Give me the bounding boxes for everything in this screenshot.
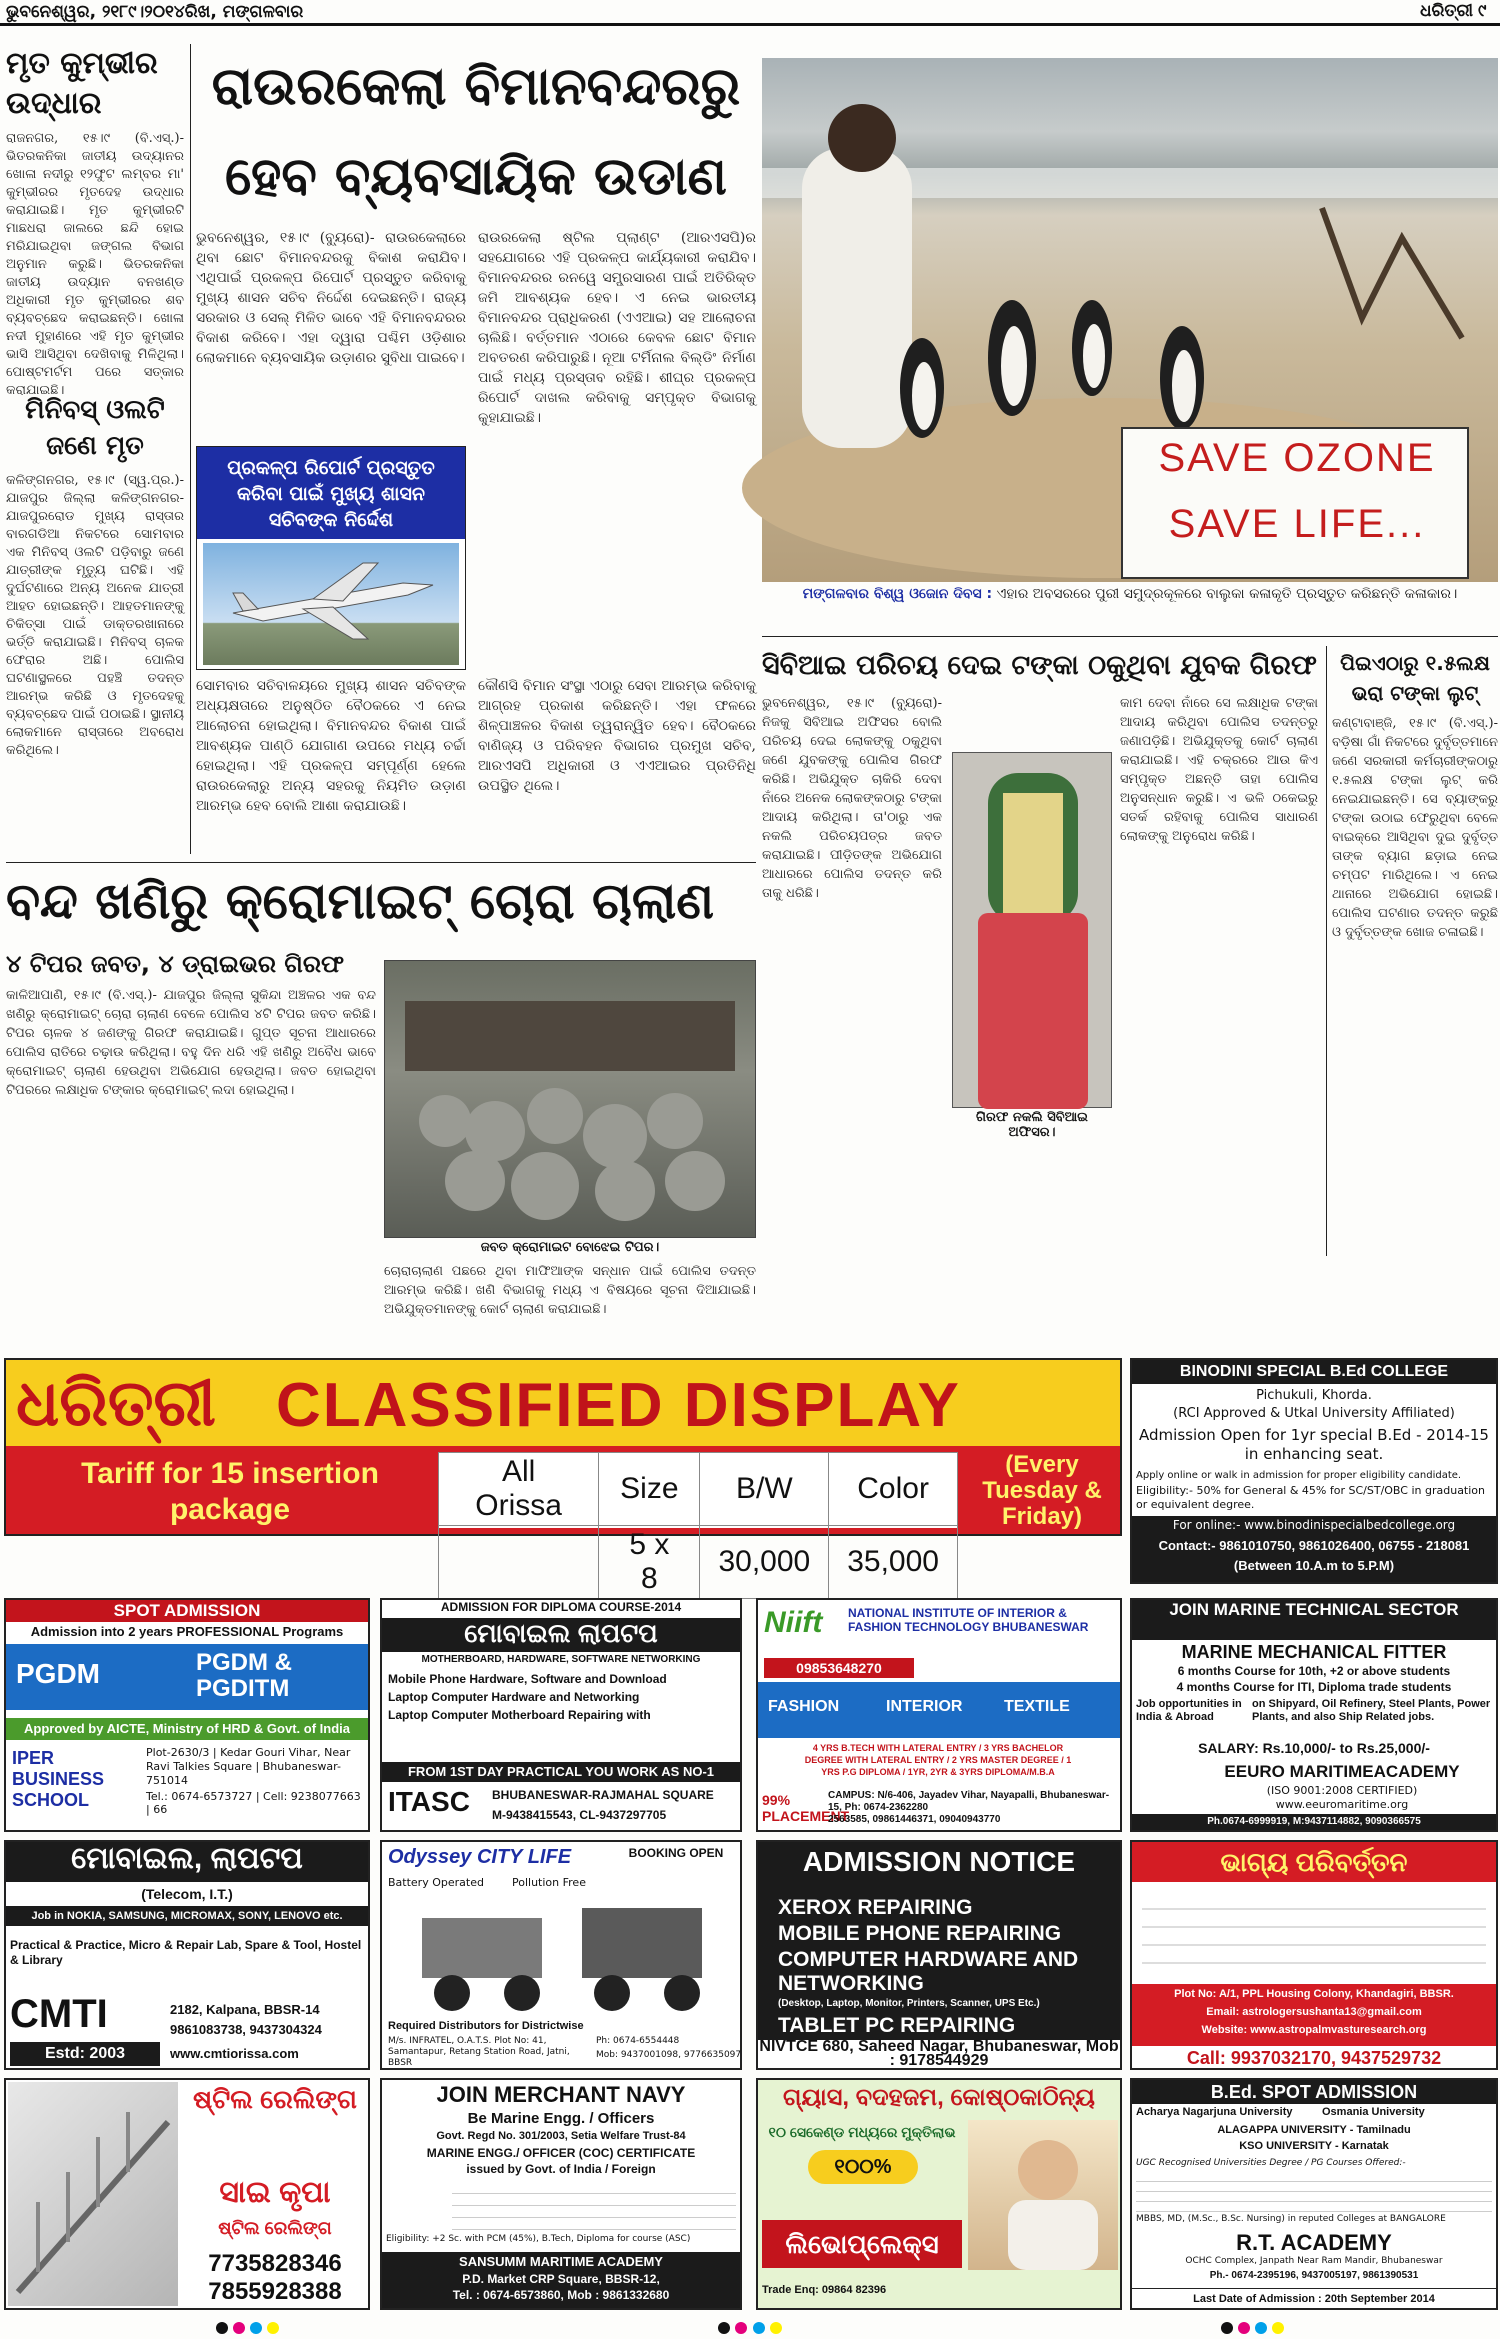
classified-title: CLASSIFIED DISPLAY (276, 1371, 961, 1440)
ad-line: 6 months Course for 10th, +2 or above students (1177, 1664, 1451, 1678)
ad-line: Call: 9937032170, 9437529732 (1186, 2048, 1442, 2068)
ad-line: Required Distributors for Districtwise (388, 2020, 584, 2032)
page-number: ୯ (1478, 1, 1487, 21)
story-chromite-body-left: କାଳିଆପାଣି, ୧୫।୯ (ବି.ଏସ୍.)- ଯାଜପୁର ଜିଲ୍ଲା ସୁକିନ୍ଦା ଅଞ୍ଚଳର ଏକ ବନ୍ଦ ଖଣିରୁ କ୍ରୋମାଇଟ୍ ଚୋରା ଚାଲାଣ ବେଳେ ପୋଲିସ ୪ଟି ଟିପର ଜବତ କରିଛି। ଟିପର ଚାଳକ ୪ ଜଣଙ୍କୁ ଗିରଫ କରାଯାଇଛି। ଗୁପ୍ତ ସୂଚନା ଆଧାରରେ ପୋଲିସ ରାତିରେ ଚଢ଼ାଉ କରିଥିଲା। ବହୁ ଦିନ ଧରି ଏହି ଖଣିରୁ ଅବୈଧ ଭାବେ କ୍ରୋମାଇଟ୍ ଚାଲାଣ ହେଉଥିବା ଅଭିଯୋଗ ହେଉଥିଲା। ଜବତ ହୋଇଥିବା ଟିପରରେ ଲକ୍ଷାଧିକ ଟଙ୍କାର କ୍ରୋମାଇଟ୍ ଲଦା ହୋଇଥିଲା। (6, 988, 376, 1098)
ad-line: www.cmtiorissa.com (170, 2046, 299, 2061)
ad-title: SPOT ADMISSION (6, 1600, 368, 1622)
airplane-icon (203, 543, 459, 665)
ad-program-box (6, 1644, 368, 1710)
ad-title: ଭାଗ୍ୟ ପରିବର୍ତ୍ତନ (1132, 1842, 1496, 1882)
person-figure (802, 104, 912, 448)
ad-title: ADMISSION FOR DIPLOMA COURSE-2014 (440, 1600, 682, 1614)
tariff-box (6, 1446, 1120, 1595)
ad-line: MOBILE PHONE REPAIRING (778, 1922, 1062, 1945)
section-divider (6, 862, 756, 863)
story-chromite-subhead: ୪ ଟିପର ଜବତ, ୪ ଡ୍ରାଇଭର ଗିରଫ (6, 950, 345, 978)
ad-line: Ph.0674-6999919, M:9437114882, 9090366575 (1132, 1814, 1496, 1830)
ad-line: ୧୦ ସେକେଣ୍ଡ ମଧ୍ୟରେ ମୁକ୍ତିଲାଭ (768, 2124, 956, 2140)
ad-line: Plot-2630/3 | Kedar Gouri Vihar, Near Ravi Talkies Square | Bhubaneswar-751014 (146, 1746, 351, 1787)
ad-line: Be Marine Engg. / Officers (467, 2110, 655, 2127)
ad-merchant-navy[interactable] (380, 2078, 742, 2310)
ad-line: Battery Operated (388, 1876, 484, 1889)
tariff-header-region: All Orissa (439, 1453, 599, 1526)
story-headline: ମିନିବସ୍ ଓଲଟି ଜଣେ ମୃତ (25, 395, 165, 461)
ad-line: 09853648270 (764, 1658, 914, 1678)
story-headline: ମୃତ କୁମ୍ଭୀର ଉଦ୍ଧାର (6, 46, 158, 121)
airport-callout-box (196, 446, 466, 670)
ad-line: Eligibility:- 50% for General & 45% for SC/ST/OBC in graduation or equivalent degree. (1136, 1484, 1486, 1511)
ad-line: TABLET PC REPAIRING (778, 2014, 1016, 2037)
ad-line: 2182, Kalpana, BBSR-14 (170, 2002, 320, 2017)
ad-line: BHUBANESWAR-RAJMAHAL SQUARE (492, 1788, 714, 1802)
ad-line: NIVTCE 680, Saheed Nagar, Bhubaneswar, Mob : 9178544929 (759, 2038, 1119, 2069)
ad-title: JOIN MARINE TECHNICAL SECTOR (1132, 1600, 1496, 1640)
story-airport-body-mid: ରାଉରକେଲା ଷ୍ଟିଲ ପ୍ଲାଣ୍ଟ (ଆରଏସପି)ର ସହଯୋଗରେ ଏହି ପ୍ରକଳ୍ପ କାର୍ଯ୍ୟକାରୀ କରାଯିବ। ବିମାନବନ୍ଦରର ରନୱେ ସମ୍ପ୍ରସାରଣ ପାଇଁ ଅତିରିକ୍ତ ଜମି ଆବଶ୍ୟକ ହେବ। ଏ ନେଇ ଭାରତୀୟ ବିମାନବନ୍ଦର ପ୍ରାଧିକରଣ (ଏଏଆଇ) ସହ ଆଲୋଚନା ଚାଲିଛି। ବର୍ତ୍ତମାନ ଏଠାରେ କେବଳ ଛୋଟ ବିମାନ ଅବତରଣ କରିପାରୁଛି। ନୂଆ ଟର୍ମିନାଲ ବିଲ୍ଡିଂ ନିର୍ମାଣ ପାଇଁ ମଧ୍ୟ ପ୍ରସ୍ତାବ ରହିଛି। ଶୀଘ୍ର ପ୍ରକଳ୍ପ ରିପୋର୍ଟ ଦାଖଲ କରିବାକୁ ସମ୍ପୃକ୍ତ ବିଭାଗକୁ କୁହାଯାଇଛି। (478, 230, 756, 426)
registration-mark (718, 2319, 781, 2338)
ad-line: MARINE ENGG./ OFFICER (COC) CERTIFICATE (426, 2146, 696, 2160)
ad-line: ୧୦୦% (808, 2150, 918, 2184)
stair-railing-icon (8, 2082, 178, 2306)
classified-logo: ଧରିତ୍ରୀ (16, 1366, 216, 1441)
ad-line: (RCI Approved & Utkal University Affiliated) (1173, 1406, 1455, 1421)
ad-line: FASHION (768, 1698, 840, 1715)
ad-line: Admission into 2 years PROFESSIONAL Programs (30, 1624, 344, 1639)
ad-line: CAMPUS: N/6-406, Jayadev Vihar, Nayapalli, Bhubaneswar-15, Ph: 0674-2362280 (828, 1790, 1110, 1813)
story-airport-body-left: ଭୁବନେଶ୍ୱର, ୧୫।୯ (ବ୍ୟୁରୋ)- ରାଉରକେଲାରେ ଥିବା ଛୋଟ ବିମାନବନ୍ଦରକୁ ବିକାଶ କରାଯିବ। ଏଥିପାଇଁ ପ୍ରକଳ୍ପ ରିପୋର୍ଟ ପ୍ରସ୍ତୁତ କରିବାକୁ ମୁଖ୍ୟ ଶାସନ ସଚିବ ନିର୍ଦ୍ଦେଶ ଦେଇଛନ୍ତି। ରାଜ୍ୟ ସରକାର ଓ ସେଲ୍ ମିଳିତ ଭାବେ ଏହି ବିମାନବନ୍ଦରର ବିକାଶ କରିବେ। ଏହା ଦ୍ୱାରା ପଶ୍ଚିମ ଓଡ଼ିଶାର ଲୋକମାନେ ବ୍ୟବସାୟିକ ଉଡ଼ାଣର ସୁବିଧା ପାଇବେ। (196, 230, 466, 366)
ad-marine[interactable] (1130, 1598, 1498, 1832)
ad-line: 99% PLACEMENT (762, 1792, 850, 1824)
story-chromite-body-bottom: ଚୋରାଚାଲାଣ ପଛରେ ଥିବା ମାଫିଆଙ୍କ ସନ୍ଧାନ ପାଇଁ ପୋଲିସ ତଦନ୍ତ ଆରମ୍ଭ କରିଛି। ଖଣି ବିଭାଗକୁ ମଧ୍ୟ ଏ ବିଷୟରେ ସୂଚନା ଦିଆଯାଇଛି। ଅଭିଯୁକ୍ତମାନଙ୍କୁ କୋର୍ଟ ଚାଲାଣ କରାଯାଇଛି। (384, 1264, 756, 1317)
dateline: ଭୁବନେଶ୍ୱର, ୨୧୮୯।୨୦୧୪ରିଖ, ମଙ୍ଗଳବାର (6, 2, 304, 22)
tariff-table (438, 1452, 958, 1595)
ad-line: (ISO 9001:2008 CERTIFIED) (1266, 1784, 1418, 1797)
railing-photo (8, 2082, 178, 2306)
ad-cmti[interactable] (4, 1840, 370, 2070)
section-divider (762, 636, 1498, 637)
ad-steel-railing[interactable] (4, 2078, 370, 2310)
tariff-schedule: (Every Tuesday & Friday) (982, 1451, 1102, 1530)
ad-line: INTERIOR (886, 1698, 963, 1715)
caption-label: ମଙ୍ଗଳବାର ବିଶ୍ୱ ଓଜୋନ ଦିବସ : (802, 586, 993, 602)
ad-line: BOOKING OPEN (628, 1846, 724, 1860)
ad-line: 7735828346 (208, 2250, 342, 2277)
tariff-label: Tariff for 15 insertion package (81, 1457, 379, 1526)
ad-line: www.eeuromaritime.org (1275, 1798, 1409, 1811)
story-body: ରାଜନଗର, ୧୫।୯ (ବି.ଏସ୍.)- ଭିତରକନିକା ଜାତୀୟ ଉଦ୍ୟାନର ଖୋଳା ନଦୀରୁ ୧୨ଫୁଟ ଲମ୍ବର ମା' କୁମ୍ଭୀରର ମୃତଦେହ ଉଦ୍ଧାର କରାଯାଇଛି। ମୃତ କୁମ୍ଭୀରଟି ମାଛଧରା ଜାଲରେ ଛନ୍ଦି ହୋଇ ମରିଯାଇଥିବା ଜଙ୍ଗଲ ବିଭାଗ ଅନୁମାନ କରୁଛି। ଭିତରକନିକା ଜାତୀୟ ଉଦ୍ୟାନ ବନଖଣ୍ଡ ଅଧିକାରୀ ମୃତ କୁମ୍ଭୀରର ଶବ ବ୍ୟବଚ୍ଛେଦ କରାଇଛନ୍ତି। ଖୋଳା ନଦୀ ମୁହାଣରେ ଏହି ମୃତ କୁମ୍ଭୀର ଭାସି ଆସିଥିବା ଦେଖିବାକୁ ମିଳିଥିଲା। ପୋଷ୍ଟମର୍ଟମ ପରେ ସତ୍କାର କରାଯାଇଛି। (6, 131, 184, 398)
airplane-photo (203, 543, 459, 665)
ad-line: ଷ୍ଟିଲ ରେଲିଙ୍ଗ (218, 2218, 332, 2238)
ad-title: ଗ୍ୟାସ, ବଦହଜମ, କୋଷ୍ଠକାଠିନ୍ୟ (783, 2084, 1095, 2111)
story-chromite-headline: ବନ୍ଦ ଖଣିରୁ କ୍ରୋମାଇଟ୍ ଚୋରା ଚାଲାଣ (6, 872, 715, 930)
print-registration-bar (0, 2318, 1500, 2338)
ad-line: R.T. ACADEMY (1236, 2230, 1392, 2255)
ad-contact-box (1132, 1984, 1496, 2046)
ad-binodini[interactable] (1130, 1358, 1498, 1584)
header-bar (0, 0, 1500, 26)
ad-bottom-box (1132, 1516, 1496, 1582)
ad-title: BINODINI SPECIAL B.Ed COLLEGE (1132, 1360, 1496, 1384)
ad-footer-box (382, 2252, 740, 2308)
story-airport-headline-2: ହେବ ବ୍ୟବସାୟିକ ଉଡାଣ (225, 147, 727, 207)
story-loot-headline: ପିଇଏଠାରୁ ୧.୫ଲକ୍ଷ ଭରା ଟଙ୍କା ଲୁଟ୍ (1340, 651, 1490, 705)
ad-line: ଲିଭୋପ୍ଲେକ୍ସ (762, 2220, 962, 2268)
ad-line: M/s. INFRATEL, O.A.T.S. Plot No: 41, Samantapur, Retang Station Road, Jatni, BBSR (388, 2036, 570, 2068)
ad-line: PGDM & PGDITM (196, 1649, 292, 1702)
ad-line: ସାଇ କୃପା (219, 2176, 331, 2209)
ad-line: Trade Enq: 09864 82396 (762, 2284, 887, 2296)
chromite-photo (384, 960, 756, 1238)
registration-mark (216, 2319, 279, 2338)
ad-title: ମୋବାଇଲ, ଲାପଟପ (6, 1842, 368, 1882)
registration-mark (1221, 2319, 1284, 2338)
ad-line: Practical & Practice, Micro & Repair Lab, Spare & Tool, Hostel & Library (10, 1938, 362, 1967)
ad-line: Govt. Regd No. 301/2003, Setia Welfare Trust-84 (436, 2130, 686, 2142)
ad-nivtce[interactable] (756, 1840, 1122, 2070)
tariff-cell-bw: 30,000 (700, 1526, 829, 1599)
ad-line: Osmania University (1322, 2106, 1425, 2118)
tariff-header-size: Size (599, 1453, 700, 1526)
callout-banner (197, 447, 465, 539)
ad-line: TEXTILE (1004, 1698, 1070, 1715)
ad-bed-admission[interactable] (1130, 2078, 1498, 2310)
person-photo (968, 2120, 1118, 2270)
callout-text: ପ୍ରକଳ୍ପ ରିପୋର୍ଟ ପ୍ରସ୍ତୁତ କରିବା ପାଇଁ ମୁଖ୍ୟ ଶାସନ ସଚିବଙ୍କ ନିର୍ଦ୍ଦେଶ (227, 457, 435, 531)
column-divider (1326, 646, 1327, 1256)
story-airport-body-bottom-left: ସୋମବାର ସଚିବାଳୟରେ ମୁଖ୍ୟ ଶାସନ ସଚିବଙ୍କ ଅଧ୍ୟକ୍ଷତାରେ ଅନୁଷ୍ଠିତ ବୈଠକରେ ଏ ନେଇ ଆଲୋଚନା ହୋଇଥିଲା। ବିମାନବନ୍ଦର ବିକାଶ ପାଇଁ ଆବଶ୍ୟକ ପାଣ୍ଠି ଯୋଗାଣ ଉପରେ ମଧ୍ୟ ଚର୍ଚ୍ଚା ହୋଇଥିଲା। ଏହି ପ୍ରକଳ୍ପ ସମ୍ପୂର୍ଣ୍ଣ ହେଲେ ରାଉରକେଲାରୁ ଅନ୍ୟ ସହରକୁ ନିୟମିତ ଉଡ଼ାଣ ଆରମ୍ଭ ହେବ ବୋଲି ଆଶା କରାଯାଉଛି। (196, 678, 466, 814)
column-divider (190, 44, 191, 854)
ad-line: Ph: 0674-6554448 (596, 2036, 680, 2046)
ad-line: Job opportunities in India & Abroad (1136, 1698, 1242, 1723)
ad-title: Odyssey CITY LIFE (388, 1846, 572, 1868)
tariff-header-bw: B/W (700, 1453, 829, 1526)
ad-line: Eligibility: +2 Sc. with PCM (45%), B.Tech, Diploma for course (ASC) (386, 2234, 691, 2244)
ad-line: Pollution Free (512, 1876, 586, 1889)
ad-iper[interactable] (4, 1598, 370, 1832)
person-figure (953, 753, 1113, 1109)
ad-line: MOTHERBOARD, HARDWARE, SOFTWARE NETWORKING (421, 1654, 701, 1665)
story-crocodile (6, 44, 184, 398)
ad-body-placeholder (452, 2182, 736, 2230)
ad-line: XEROX REPAIRING (778, 1896, 973, 1919)
paper-name: ଧରିତ୍ରୀ (1420, 1, 1474, 21)
ad-odyssey[interactable] (380, 1840, 742, 2070)
ad-line: Tel. : 0674-6573860, Mob : 9861332680 (452, 2288, 670, 2302)
ad-niift[interactable] (756, 1598, 1122, 1832)
story-body: କଳିଙ୍ଗନଗର, ୧୫।୯ (ସ୍ୱ.ପ୍ର.)- ଯାଜପୁର ଜିଲ୍ଲା କଳିଙ୍ଗନଗର-ଯାଜପୁରରୋଡ ମୁଖ୍ୟ ରାସ୍ତାର ବାରଗଡିଆ ନିକଟରେ ସୋମବାର ଏକ ମିନିବସ୍ ଓଲଟି ପଡ଼ିବାରୁ ଜଣେ ଯାତ୍ରୀଙ୍କ ମୃତ୍ୟୁ ଘଟିଛି। ଏହି ଦୁର୍ଘଟଣାରେ ଅନ୍ୟ ଅନେକ ଯାତ୍ରୀ ଆହତ ହୋଇଛନ୍ତି। ଆହତମାନଙ୍କୁ ଚିକିତ୍ସା ପାଇଁ ଡାକ୍ତରଖାନାରେ ଭର୍ତ୍ତି କରାଯାଇଛି। ମିନିବସ୍ ଚାଳକ ଫେରାର ଅଛି। ପୋଲିସ ଘଟଣାସ୍ଥଳରେ ପହଞ୍ଚି ତଦନ୍ତ ଆରମ୍ଭ କରିଛି ଓ ମୃତଦେହକୁ ବ୍ୟବଚ୍ଛେଦ ପାଇଁ ପଠାଇଛି। ସ୍ଥାନୀୟ ଲୋକମାନେ ରାସ୍ତାରେ ଅବରୋଧ କରିଥିଲେ। (6, 473, 184, 758)
ad-line: Job in NOKIA, SAMSUNG, MICROMAX, SONY, LENOVO etc. (6, 1906, 368, 1926)
ad-itasc[interactable] (380, 1598, 742, 1832)
person-icon (968, 2120, 1118, 2270)
ad-line: 9861083738, 9437304324 (170, 2022, 322, 2037)
ad-line: Admission Open for 1yr special B.Ed - 2014-15 in enhancing seat. (1139, 1426, 1489, 1463)
cbi-photo-caption: ଗିରଫ ନକଲି ସିବିଆଇ ଅଫିସର। (976, 1110, 1088, 1140)
ad-line: (Desktop, Laptop, Monitor, Printers, Scanner, UPS Etc.) (778, 1998, 1040, 2009)
ad-title: NATIONAL INSTITUTE OF INTERIOR & FASHION TECHNOLOGY BHUBANESWAR (848, 1606, 1089, 1634)
ozone-sign-text-1: SAVE OZONE (1158, 436, 1436, 480)
ad-line: 4 YRS B.TECH WITH LATERAL ENTRY / 3 YRS BACHELOR DEGREE WITH LATERAL ENTRY / 2 YRS MASTER DEGREE / 1 YRS P.G DIPLOMA / 1YR, 2YR & 3YRS DIPLOMA/M.B.A (804, 1743, 1072, 1777)
ad-line: SALARY: Rs.10,000/- to Rs.25,000/- (1198, 1740, 1430, 1756)
ad-line: M-9438415543, CL-9437297705 (492, 1808, 667, 1822)
cbi-photo (952, 752, 1112, 1108)
ad-line: P.D. Market CRP Square, BBSR-12, (462, 2272, 660, 2286)
ad-course-strip (758, 1682, 1120, 1738)
ad-line: EEURO MARITIMEACADEMY (1224, 1762, 1460, 1781)
ad-line: ALAGAPPA UNIVERSITY - Tamilnadu (1217, 2124, 1411, 2136)
ad-line: KSO UNIVERSITY - Karnatak (1239, 2140, 1389, 2152)
ad-line: Website: www.astropalmvasturesearch.org (1201, 2024, 1427, 2036)
ad-line: issued by Govt. of India / Foreign (466, 2162, 656, 2176)
ozone-sign-text-2: SAVE LIFE... (1168, 502, 1426, 546)
ad-line: Tel.: 0674-6573727 | Cell: 9238077663 | 66 (146, 1790, 361, 1816)
story-cbi-headline: ସିବିଆଇ ପରିଚୟ ଦେଇ ଟଙ୍କା ଠକୁଥିବା ଯୁବକ ଗିରଫ (762, 650, 1317, 681)
ad-line: 4 months Course for ITI, Diploma trade students (1176, 1680, 1452, 1694)
ad-line: Ph.- 0674-2395196, 9437005197, 9861390531 (1209, 2270, 1419, 2281)
ad-line: Last Date of Admission : 20th September 2014 (1132, 2288, 1496, 2308)
ad-body-placeholder (1136, 2172, 1492, 2212)
tipper-truck-graphic (385, 961, 757, 1239)
ad-line: COMPUTER HARDWARE AND NETWORKING (778, 1948, 1079, 1995)
ad-line: Apply online or walk in admission for proper eligibility candidate. (1136, 1470, 1462, 1481)
ad-line: Acharya Nagarjuna University (1136, 2106, 1293, 2118)
ad-title: JOIN MERCHANT NAVY (436, 2082, 686, 2107)
caption-text: ଏହାର ଅବସରରେ ପୁରୀ ସମୁଦ୍ରକୂଳରେ ବାଲୁକା କଳାକୃତି ପ୍ରସ୍ତୁତ କରିଛନ୍ତି କଳାକାର। (996, 586, 1458, 602)
ad-line: CMTI (10, 1992, 108, 2036)
ad-title: ADMISSION NOTICE (802, 1846, 1076, 1877)
ad-line: (Telecom, I.T.) (141, 1886, 233, 1902)
ad-line: SANSUMM MARITIME ACADEMY (459, 2254, 663, 2269)
story-airport-headline-1: ରାଉରକେଲା ବିମାନବନ୍ଦରରୁ (211, 57, 741, 117)
story-airport-body-bottom-mid: କୌଣସି ବିମାନ ସଂସ୍ଥା ଏଠାରୁ ସେବା ଆରମ୍ଭ କରିବାକୁ ଆଗ୍ରହ ପ୍ରକାଶ କରିଛନ୍ତି। ଏହା ଫଳରେ ଶିଳ୍ପାଞ୍ଚଳର ବିକାଶ ତ୍ୱରାନ୍ୱିତ ହେବ। ବୈଠକରେ ବାଣିଜ୍ୟ ଓ ପରିବହନ ବିଭାଗର ପ୍ରମୁଖ ସଚିବ, ଆରଏସପି ଅଧିକାରୀ ଓ ଏଏଆଇର ପ୍ରତିନିଧି ଉପସ୍ଥିତ ଥିଲେ। (478, 678, 756, 794)
ad-line: Mob: 9437001098, 9776635097 (596, 2050, 742, 2060)
tariff-cell-region (439, 1526, 599, 1599)
ad-line: PGDM (16, 1658, 100, 1689)
ad-title: ଷ୍ଟିଲ ରେଲିଙ୍ଗ (193, 2084, 357, 2114)
story-minibus (6, 392, 184, 862)
ad-astrology[interactable] (1130, 1840, 1498, 2070)
story-loot-body: କଣ୍ଟାବାଞ୍ଜି, ୧୫।୯ (ବି.ଏସ୍.)- ବଡ଼ିଷା ଗାଁ ନିକଟରେ ଦୁର୍ବୃତ୍ତମାନେ ଜଣେ ସରକାରୀ କର୍ମଚାରୀଙ୍କଠାରୁ ୧.୫ଲକ୍ଷ ଟଙ୍କା ଲୁଟ୍ କରି ନେଇଯାଇଛନ୍ତି। ସେ ବ୍ୟାଙ୍କରୁ ଟଙ୍କା ଉଠାଇ ଫେରୁଥିବା ବେଳେ ବାଇକ୍‌ରେ ଆସିଥିବା ଦୁଇ ଦୁର୍ବୃତ୍ତ ତାଙ୍କ ବ୍ୟାଗ ଛଡ଼ାଇ ନେଇ ଚମ୍ପଟ ମାରିଥିଲେ। ଏ ନେଇ ଥାନାରେ ଅଭିଯୋଗ ହୋଇଛି। ପୋଲିସ ଘଟଣାର ତଦନ୍ତ କରୁଛି ଓ ଦୁର୍ବୃତ୍ତଙ୍କ ଖୋଜ ଚଳାଇଛି। (1332, 716, 1498, 940)
ad-line: ମୋବାଇଲ ଲାପଟପ (382, 1618, 740, 1652)
ad-line: Niift (764, 1606, 823, 1639)
ad-line: IPER BUSINESS SCHOOL (12, 1748, 105, 1810)
ad-line: Email: astrologersushanta13@gmail.com (1206, 2006, 1422, 2018)
ad-line: Pichukuli, Khorda. (1256, 1388, 1372, 1403)
ad-line: Approved by AICTE, Ministry of HRD & Govt. of India (6, 1718, 368, 1740)
ad-line: OCHC Complex, Janpath Near Ram Mandir, Bhubaneswar (1185, 2256, 1443, 2266)
vehicle-photo (402, 1898, 722, 2018)
ozone-photo-caption (762, 584, 1498, 630)
ad-line: on Shipyard, Oil Refinery, Steel Plants, Power Plants, and also Ship Related jobs. (1252, 1698, 1491, 1723)
story-cbi-body-left: ଭୁବନେଶ୍ୱର, ୧୫।୯ (ବ୍ୟୁରୋ)- ନିଜକୁ ସିବିଆଇ ଅଫିସର ବୋଲି ପରିଚୟ ଦେଇ ଲୋକଙ୍କୁ ଠକୁଥିବା ଜଣେ ଯୁବକଙ୍କୁ ପୋଲିସ ଗିରଫ କରିଛି। ଅଭିଯୁକ୍ତ ଚାକିରି ଦେବା ନାଁରେ ଅନେକ ଲୋକଙ୍କଠାରୁ ଟଙ୍କା ଆଦାୟ କରିଥିଲା। ତା'ଠାରୁ ଏକ ନକଲି ପରିଚୟପତ୍ର ଜବତ କରାଯାଇଛି। ପୀଡ଼ିତଙ୍କ ଅଭିଯୋଗ ଆଧାରରେ ପୋଲିସ ତଦନ୍ତ କରି ତାକୁ ଧରିଛି। (762, 696, 942, 901)
e-rickshaw-icon (402, 1898, 722, 2018)
ad-line: Mobile Phone Hardware, Software and Download (388, 1672, 667, 1686)
ozone-photo (762, 58, 1498, 582)
ad-line: Contact:- 9861010750, 9861026400, 06755 - 218081 (Between 10.A.m to 5.P.M) (1158, 1538, 1470, 1573)
story-cbi-body-right: କାମ ଦେବା ନାଁରେ ସେ ଲକ୍ଷାଧିକ ଟଙ୍କା ଆଦାୟ କରିଥିବା ପୋଲିସ ତଦନ୍ତରୁ ଜଣାପଡ଼ିଛି। ଅଭିଯୁକ୍ତକୁ କୋର୍ଟ ଚାଲାଣ କରାଯାଇଛି। ଏହି ଚକ୍ରରେ ଆଉ କିଏ ସମ୍ପୃକ୍ତ ଅଛନ୍ତି ତାହା ପୋଲିସ ଅନୁସନ୍ଧାନ କରୁଛି। ଏ ଭଳି ଠକେଇରୁ ସତର୍କ ରହିବାକୁ ପୋଲିସ ସାଧାରଣ ଲୋକଙ୍କୁ ଅନୁରୋଧ କରିଛି। (1120, 696, 1318, 844)
tariff-header-color: Color (829, 1453, 958, 1526)
tariff-cell-size: 5 x 8 (599, 1526, 700, 1599)
ad-line: ITASC (388, 1786, 470, 1817)
ad-line: Estd: 2003 (10, 2042, 160, 2066)
ad-line: 2563585, 09861446371, 09040943770 (828, 1814, 1001, 1825)
ad-line: 7855928388 (208, 2278, 342, 2305)
ad-body-placeholder (1142, 1892, 1486, 1978)
classified-banner (4, 1358, 1122, 1595)
ad-line: For online:- www.binodinispecialbedcollege.org (1172, 1518, 1456, 1532)
ad-line: Plot No: A/1, PPL Housing Colony, Khandagiri, BBSR. (1174, 1988, 1454, 2000)
tariff-cell-color: 35,000 (829, 1526, 958, 1599)
ad-line: MARINE MECHANICAL FITTER (1181, 1642, 1447, 1662)
ad-line: Laptop Computer Motherboard Repairing with (388, 1708, 651, 1722)
chromite-photo-caption: ଜବତ କ୍ରୋମାଇଟ ବୋଝେଇ ଟିପର। (480, 1240, 660, 1255)
ad-title: B.Ed. SPOT ADMISSION (1132, 2080, 1496, 2104)
ad-line: FROM 1ST DAY PRACTICAL YOU WORK AS NO-1 (382, 1762, 740, 1782)
ad-line: MBBS, MD, (M.Sc., B.Sc. Nursing) in reputed Colleges at BANGALORE (1136, 2214, 1446, 2224)
ad-livoplex[interactable] (756, 2078, 1122, 2310)
ad-line: Laptop Computer Hardware and Networking (388, 1690, 640, 1704)
ad-line: UGC Recognised Universities Degree / PG Courses Offered:- (1136, 2158, 1406, 2168)
